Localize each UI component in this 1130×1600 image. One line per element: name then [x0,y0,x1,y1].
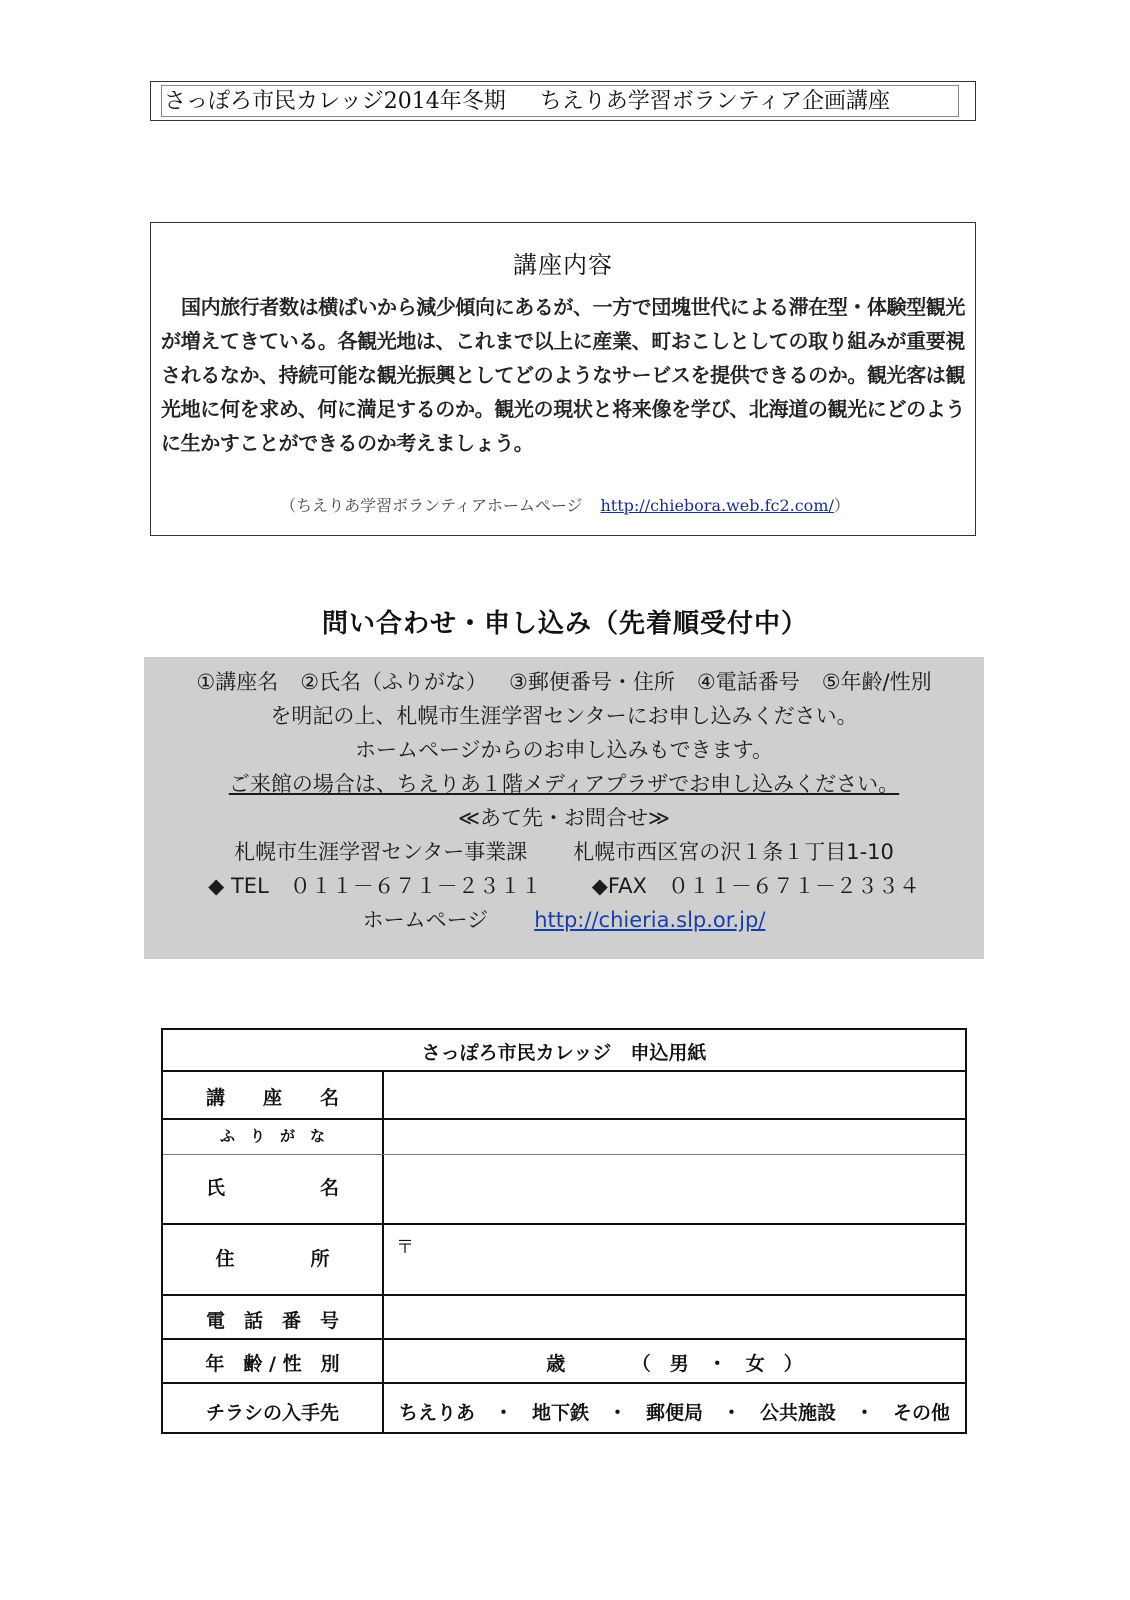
content-description: 国内旅行者数は横ばいから減少傾向にあるが、一方で団塊世代による滞在型・体験型観光が増えてきている。各観光地は、これまで以上に産業、町おこしとしての取り組みが重要視されるなか、持続可能な観光振興としてどのようなサービスを提供できるのか。観光客は観光地に何を求め、何に満足するのか。観光の現状と将来像を学び、北海道の観光にどのように生かすことができるのか考えましょう。 [161,295,965,455]
furigana-label: ふ り が な [219,1127,325,1145]
content-title: 講座内容 [513,251,613,279]
flyer-source-label: チラシの入手先 [205,1402,339,1424]
name-label: 氏 名 [205,1177,339,1199]
required-item: ②氏名（ふりがな） [300,670,488,694]
required-item: ④電話番号 [696,670,800,694]
inquiry-title: 問い合わせ・申し込み（先着順受付中） [321,609,808,639]
required-item: ③郵便番号・住所 [509,670,675,694]
contact-homepage-line [144,904,984,934]
course-content-box [150,222,976,536]
contact-department: 札幌市生涯学習センター事業課 [234,840,528,864]
contact-tel: ◆ TEL ０１１－６７１－２３１１ [208,874,542,898]
visit-apply-text: ご来館の場合は、ちえりあ１階メディアプラザでお申し込みください。 [228,772,900,796]
header-banner [150,81,976,121]
address-field[interactable] [384,1225,965,1294]
apply-instruction: を明記の上、札幌市生涯学習センターにお申し込みください。 [270,704,858,728]
volunteer-homepage-link[interactable]: http://chiebora.web.fc2.com/ [600,496,834,515]
age-sex-field[interactable]: 歳 （ 男 ・ 女 ） [546,1353,803,1375]
contact-address-line [144,836,984,866]
required-item: ①講座名 [196,670,279,694]
header-inner-frame [161,85,959,117]
application-form [161,1028,967,1434]
contact-phone-line [144,870,984,900]
phone-label: 電 話 番 号 [205,1310,339,1332]
phone-field[interactable] [384,1296,965,1338]
required-items-line [144,666,984,696]
form-divider [163,1382,965,1384]
volunteer-homepage-prefix: （ちえりあ学習ボランティアホームページ [280,496,583,515]
contact-address: 札幌市西区宮の沢１条１丁目1-10 [573,840,894,864]
contact-heading: ≪あて先・お問合せ≫ [458,806,670,830]
name-field[interactable] [384,1155,965,1223]
college-season-title: さっぽろ市民カレッジ2014年冬期 [164,89,506,114]
visit-apply-note [144,768,984,798]
volunteer-homepage-suffix: ） [833,496,850,515]
address-label: 住 所 [215,1248,330,1270]
postal-mark: 〒 [396,1237,414,1258]
furigana-field[interactable] [384,1120,965,1154]
volunteer-course-title: ちえりあ学習ボランティア企画講座 [539,89,891,114]
form-title: さっぽろ市民カレッジ 申込用紙 [421,1042,707,1064]
age-sex-label: 年 齢 / 性 別 [205,1353,340,1375]
volunteer-homepage-line [0,493,1130,516]
inquiry-info-box [144,657,984,959]
contact-fax: ◆FAX ０１１－６７１－２３３４ [591,874,920,898]
contact-homepage-link[interactable]: http://chieria.slp.or.jp/ [534,908,766,932]
course-name-label: 講 座 名 [205,1087,339,1109]
contact-homepage-label: ホームページ [362,908,489,932]
flyer-source-options[interactable]: ちえりあ ・ 地下鉄 ・ 郵便局 ・ 公共施設 ・ その他 [398,1402,950,1424]
form-divider [163,1338,965,1340]
online-apply-note: ホームページからのお申し込みもできます。 [355,738,773,762]
required-item: ⑤年齢/性別 [821,670,932,694]
course-name-field[interactable] [384,1072,965,1118]
